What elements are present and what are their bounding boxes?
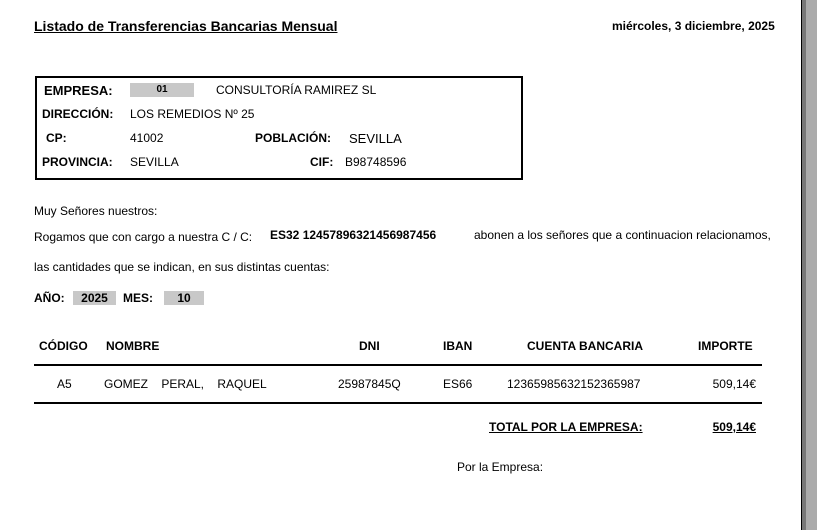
- signature-line: Por la Empresa:: [457, 460, 544, 474]
- cif-value: B98748596: [345, 155, 407, 169]
- month-label: MES:: [123, 291, 153, 305]
- row-iban: ES66: [443, 377, 473, 391]
- empresa-name: CONSULTORÍA RAMIREZ SL: [216, 83, 377, 97]
- cp-label: CP:: [46, 131, 67, 145]
- header-cuenta: CUENTA BANCARIA: [527, 339, 643, 353]
- poblacion-label: POBLACIÓN:: [255, 131, 331, 145]
- report-date: miércoles, 3 diciembre, 2025: [612, 19, 775, 33]
- direccion-label: DIRECCIÓN:: [42, 107, 114, 121]
- header-importe: IMPORTE: [698, 339, 753, 353]
- total-value: 509,14€: [712, 420, 756, 434]
- table-top-rule: [34, 364, 762, 366]
- empresa-label: EMPRESA:: [44, 83, 113, 98]
- year-label: AÑO:: [34, 291, 65, 305]
- header-iban: IBAN: [443, 339, 473, 353]
- year-value: 2025: [73, 291, 116, 305]
- header-nombre: NOMBRE: [106, 339, 160, 353]
- cp-value: 41002: [130, 131, 164, 145]
- letter-line2: las cantidades que se indican, en sus distintas cuentas:: [34, 260, 330, 274]
- direccion-value: LOS REMEDIOS Nº 25: [130, 107, 255, 121]
- row-importe: 509,14€: [712, 377, 756, 391]
- row-dni: 25987845Q: [338, 377, 401, 391]
- header-codigo: CÓDIGO: [39, 339, 88, 353]
- row-nombre: GOMEZ PERAL, RAQUEL: [104, 377, 267, 391]
- total-label: TOTAL POR LA EMPRESA:: [489, 420, 643, 434]
- poblacion-value: SEVILLA: [349, 131, 402, 146]
- report-title: Listado de Transferencias Bancarias Mensual: [34, 18, 338, 34]
- row-cuenta: 12365985632152365987: [507, 377, 641, 391]
- empresa-code: 01: [130, 83, 194, 97]
- table-bottom-rule: [34, 402, 762, 404]
- bank-account: ES32 12457896321456987456: [270, 228, 437, 242]
- header-dni: DNI: [359, 339, 380, 353]
- provincia-value: SEVILLA: [130, 155, 179, 169]
- month-value: 10: [164, 291, 204, 305]
- row-codigo: A5: [57, 377, 72, 391]
- provincia-label: PROVINCIA:: [42, 155, 113, 169]
- letter-line1-suffix: abonen a los señores que a continuacion relacionamos,: [474, 228, 771, 242]
- cif-label: CIF:: [310, 155, 334, 169]
- letter-line1-prefix: Rogamos que con cargo a nuestra C / C:: [34, 230, 253, 244]
- greeting: Muy Señores nuestros:: [34, 204, 158, 218]
